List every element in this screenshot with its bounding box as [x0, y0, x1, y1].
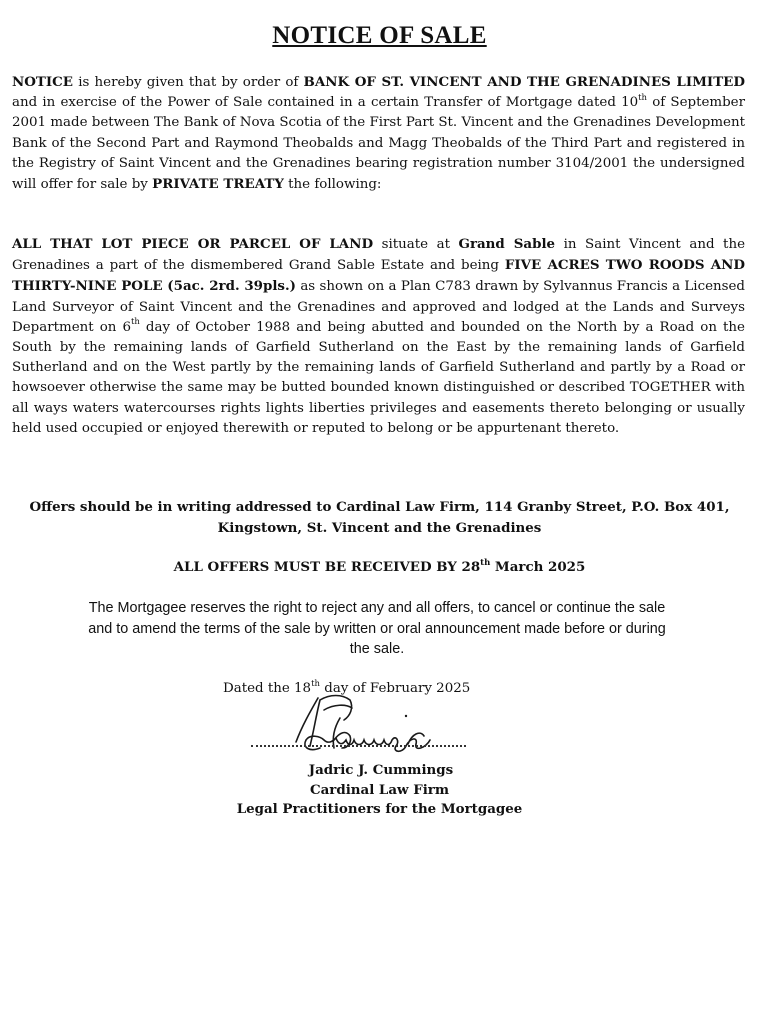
dated-text-1: Dated the 18 — [223, 681, 312, 696]
intro-text-1: is hereby given that by order of — [73, 75, 304, 90]
private-treaty: PRIVATE TREATY — [152, 176, 284, 193]
notice-title: NOTICE OF SALE — [272, 22, 487, 49]
intro-text-3: of September 2001 made between The Bank of Nova Scotia of the First Part St. Vincent and the Grenadines Development Bank of the Second Part and Raymond Theobalds and Magg Theobalds of the Third Part and registered in the Registry of Saint Vincent and the Grenadines bearing registration number 3104/2001 the undersigned will offer for sale by — [12, 95, 745, 193]
property-text-3: as shown on a Plan C783 drawn by Sylvannus Francis a Licensed Land Surveyor of Saint Vincent and the Grenadines and approved and lodged at the Lands and Surveys Department on 6 — [12, 279, 745, 335]
offers-instructions — [8, 497, 751, 538]
property-text-1: situate at — [373, 237, 459, 252]
place-name: Grand Sable — [458, 236, 556, 252]
reserve-line-3: the sale. — [349, 641, 405, 658]
intro-paragraph — [12, 72, 745, 195]
property-text-4: day of October 1988 and being abutted and bounded on the North by a Road on the South by the remaining lands of Garfield Sutherland on the East by the remaining lands of Garfield Sutherland and on the West partly by the remaining lands of Garfield Sutherland and partly by a Road or howsoever otherwise the same may be butted bounded known distinguished or described TOGETHER with all ways waters watercourses rights lights liberties privileges and easements thereto belonging or usually held used occupied or enjoyed therewith or reputed to belong or be appurtenant thereto. — [12, 319, 745, 436]
dated-ordinal: th — [311, 678, 320, 689]
handwritten-signature — [280, 690, 440, 758]
offers-line-2: Kingstown, St. Vincent and the Grenadines — [217, 519, 542, 536]
lot-heading: ALL THAT LOT PIECE OR PARCEL OF LAND — [12, 236, 374, 252]
dated-text-2: day of February 2025 — [319, 681, 471, 696]
signatory-name: Jadric J. Cummings — [308, 762, 454, 778]
offers-deadline — [0, 557, 759, 577]
reservation-clause — [36, 598, 718, 660]
deadline-ordinal: th — [480, 557, 491, 568]
intro-text-2: and in exercise of the Power of Sale contained in a certain Transfer of Mortgage dated 10 — [12, 95, 639, 111]
firm-name: Cardinal Law Firm — [309, 781, 450, 798]
lodged-ordinal: th — [130, 317, 140, 328]
bank-name: BANK OF ST. VINCENT AND THE GRENADINES LIMITED — [303, 74, 745, 90]
reserve-line-2: and to amend the terms of the sale by written or oral announcement made before or during — [88, 620, 666, 637]
deadline-text-1: ALL OFFERS MUST BE RECEIVED BY 28 — [173, 559, 481, 575]
property-text-2: in Saint Vincent and the Grenadines a part of the dismembered Grand Sable Estate and being — [12, 237, 745, 274]
date-ordinal: th — [638, 92, 648, 103]
deadline-text-2: March 2025 — [490, 559, 586, 575]
property-paragraph — [12, 234, 745, 439]
reserve-line-1: The Mortgagee reserves the right to reject any and all offers, to cancel or continue the sale — [88, 600, 666, 616]
intro-text-4: the following: — [283, 177, 382, 193]
notice-keyword: NOTICE — [12, 74, 73, 90]
signature-dotted-line — [251, 741, 466, 747]
land-area: FIVE ACRES TWO ROODS AND THIRTY-NINE POLE (5ac. 2rd. 39pls.) — [12, 257, 746, 295]
signatory-role: Legal Practitioners for the Mortgagee — [236, 801, 523, 818]
signature-block — [0, 761, 759, 820]
offers-line-1: Offers should be in writing addressed to Cardinal Law Firm, 114 Granby Street, P.O. Box 401, — [29, 499, 730, 515]
